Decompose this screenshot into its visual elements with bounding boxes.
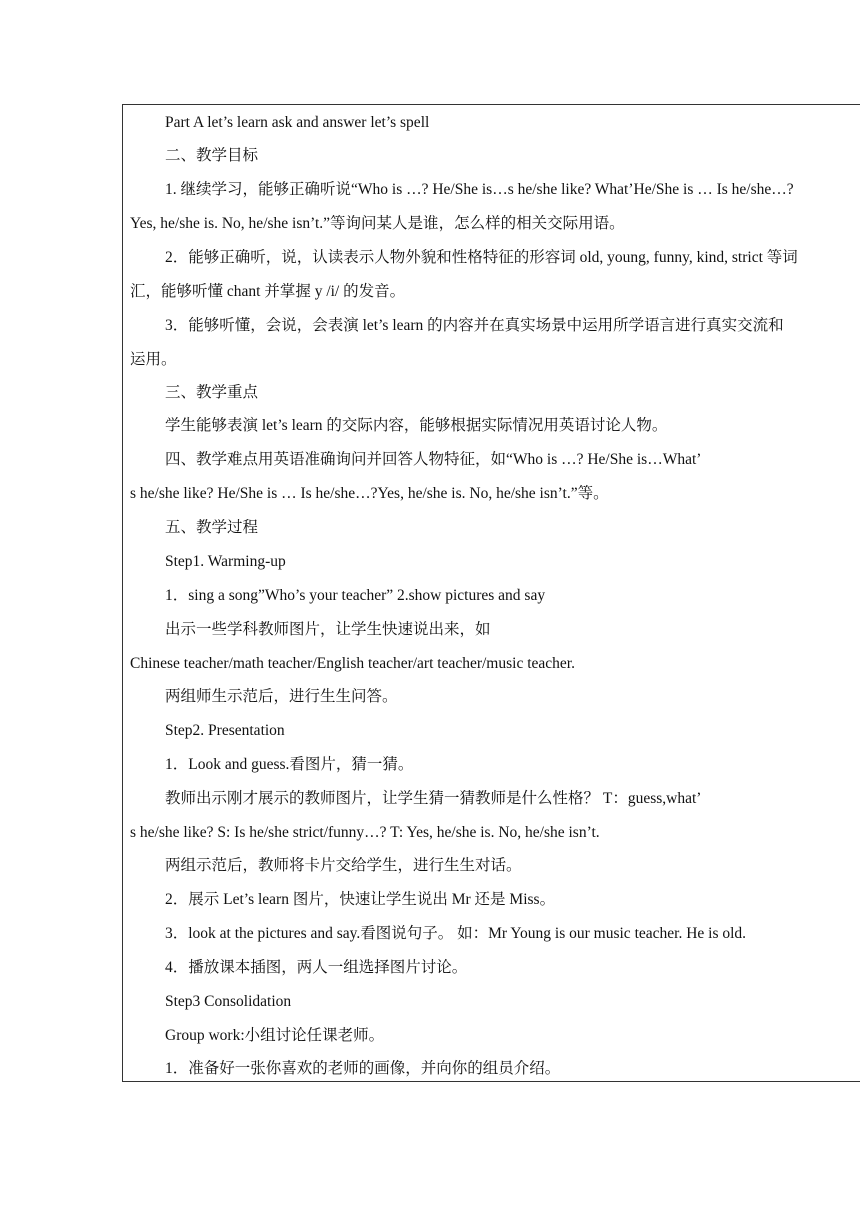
- section-heading-process: 五、教学过程: [165, 519, 259, 536]
- doc-line-5: 2．能够正确听，说，认读表示人物外貌和性格特征的形容词 old, young, funny, kind, strict 等词: [165, 249, 798, 266]
- doc-line-16: 出示一些学科教师图片，让学生快速说出来，如: [165, 621, 491, 638]
- step-heading-warming-up: Step1. Warming-up: [165, 553, 286, 570]
- doc-line-1: Part A let’s learn ask and answer let’s spell: [165, 114, 430, 131]
- doc-line-22: s he/she like? S: Is he/she strict/funny…? T: Yes, he/she is. No, he/she isn’t.: [130, 824, 600, 841]
- doc-line-26: 4．播放课本插图，两人一组选择图片讨论。: [165, 959, 468, 976]
- section-heading-difficulties: 四、教学难点用英语准确询问并回答人物特征，如“Who is …? He/She is…What’: [165, 451, 702, 468]
- step-heading-presentation: Step2. Presentation: [165, 722, 285, 739]
- doc-line-15: 1．sing a song”Who’s your teacher” 2.show pictures and say: [165, 587, 546, 604]
- doc-line-3: 1. 继续学习，能够正确听说“Who is …? He/She is…s he/she like? What’He/She is … Is he/she…?: [165, 181, 794, 198]
- doc-line-29: 1．准备好一张你喜欢的老师的画像，并向你的组员介绍。: [165, 1060, 561, 1077]
- doc-line-21: 教师出示刚才展示的教师图片，让学生猜一猜教师是什么性格？ T：guess,what’: [165, 790, 702, 807]
- doc-line-17: Chinese teacher/math teacher/English teacher/art teacher/music teacher.: [130, 655, 575, 672]
- doc-line-18: 两组师生示范后，进行生生问答。: [165, 688, 398, 705]
- doc-line-8: 运用。: [130, 351, 177, 368]
- section-heading-key-points: 三、教学重点: [165, 384, 259, 401]
- section-heading-objectives: 二、教学目标: [165, 147, 259, 164]
- doc-line-7: 3．能够听懂，会说，会表演 let’s learn 的内容并在真实场景中运用所学语言进行真实交流和: [165, 317, 784, 334]
- doc-line-23: 两组示范后，教师将卡片交给学生，进行生生对话。: [165, 857, 522, 874]
- doc-line-25: 3．look at the pictures and say.看图说句子。 如：Mr Young is our music teacher. He is old.: [165, 925, 747, 942]
- doc-line-4: Yes, he/she is. No, he/she isn’t.”等询问某人是谁，怎么样的相关交际用语。: [130, 215, 625, 232]
- doc-line-20: 1．Look and guess.看图片，猜一猜。: [165, 756, 414, 773]
- step-heading-consolidation: Step3 Consolidation: [165, 993, 292, 1010]
- doc-line-24: 2．展示 Let’s learn 图片，快速让学生说出 Mr 还是 Miss。: [165, 891, 556, 908]
- doc-line-12: s he/she like? He/She is … Is he/she…?Yes, he/she is. No, he/she isn’t.”等。: [130, 485, 609, 502]
- doc-line-6: 汇，能够听懂 chant 并掌握 y /i/ 的发音。: [130, 283, 406, 300]
- doc-line-10: 学生能够表演 let’s learn 的交际内容，能够根据实际情况用英语讨论人物。: [165, 417, 668, 434]
- doc-line-28: Group work:小组讨论任课老师。: [165, 1027, 385, 1044]
